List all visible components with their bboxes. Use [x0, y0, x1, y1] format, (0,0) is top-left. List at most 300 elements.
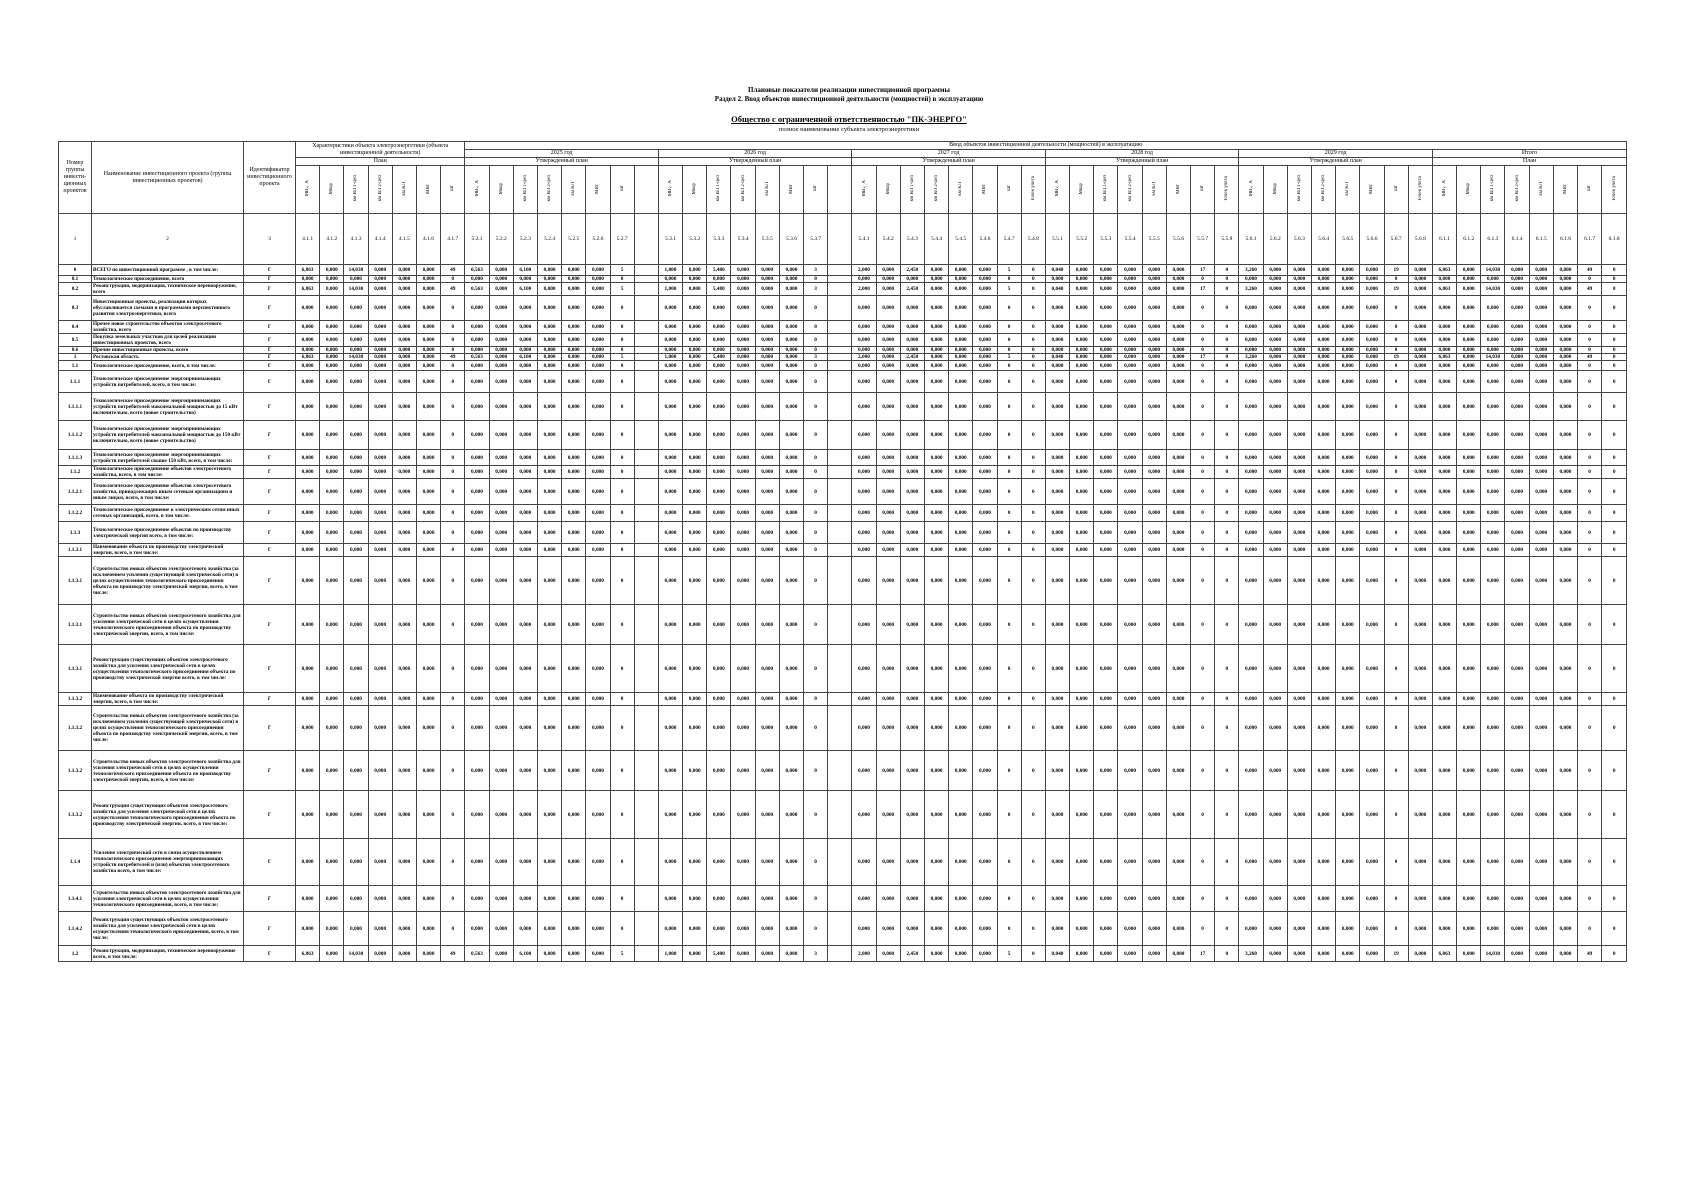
row-value: 0,000	[537, 544, 561, 557]
row-value: 0	[1021, 505, 1045, 522]
row-value: 0,000	[1070, 265, 1094, 276]
row-project-name: Строительство новых объектов электросетевого хозяйства (за исключением усиления существующей электрической сети) в целях осуществления технологического присоединения объекта по производству электрической энергии, всего, в том числе:	[92, 706, 244, 751]
column-number: 5.4.6	[973, 214, 997, 265]
row-value: 6,863	[1432, 354, 1456, 361]
row-value	[828, 946, 852, 962]
row-value: 0,000	[1457, 276, 1481, 283]
row-value: 0,000	[900, 886, 924, 912]
unit-year2-0	[852, 166, 876, 214]
row-value: 0,000	[1432, 693, 1456, 706]
row-value: 0,000	[876, 886, 900, 912]
row-value: 0,000	[949, 371, 973, 393]
row-value: 0	[1578, 371, 1602, 393]
row-project-name: Технологическое присоединение, всего, в том числе:	[92, 361, 244, 371]
row-value: 0,000	[537, 466, 561, 479]
row-value: 0,000	[900, 605, 924, 645]
row-value: 0,000	[416, 276, 440, 283]
table-row	[59, 693, 1627, 706]
row-value: 0,000	[1553, 296, 1577, 321]
row-value: 0,000	[1045, 421, 1069, 450]
header-characteristics: Характеристики объекта электроэнергетики (объекта инвестиционной деятельности)	[296, 142, 465, 158]
row-value: 0,000	[1457, 450, 1481, 466]
row-value: 0,000	[1142, 361, 1166, 371]
row-value: 0	[804, 505, 828, 522]
row-value: 0,000	[1118, 347, 1142, 354]
row-value: 0,000	[1408, 522, 1432, 544]
row-value: 0,000	[1336, 265, 1360, 276]
row-value: 0,000	[537, 645, 561, 693]
row-value: 0,000	[1118, 479, 1142, 505]
row-value: 0	[1215, 946, 1239, 962]
row-value: 0,000	[1408, 544, 1432, 557]
row-value: 0,000	[1142, 946, 1166, 962]
row-value: 0	[441, 334, 465, 347]
row-value: 0,000	[368, 361, 392, 371]
row-value: 0,000	[755, 466, 779, 479]
row-value: 0,000	[465, 361, 489, 371]
row-value: 2,000	[852, 946, 876, 962]
row-value: 6,100	[513, 354, 537, 361]
row-value: 0,000	[1360, 265, 1384, 276]
unit-year0-4-label: км КЛ	[571, 181, 577, 196]
row-value: 0	[1602, 706, 1627, 751]
row-value: 0,000	[586, 393, 610, 421]
row-value: 0,000	[852, 466, 876, 479]
row-value: 0,000	[1311, 334, 1335, 347]
row-value: 0,000	[416, 557, 440, 605]
row-value: 0,000	[779, 347, 803, 354]
row-value: 0,000	[562, 886, 586, 912]
row-value: 0	[1602, 371, 1627, 393]
row-value: 0,000	[1045, 505, 1069, 522]
table-row	[59, 361, 1627, 371]
row-value: 0,000	[1166, 557, 1190, 605]
row-value	[828, 505, 852, 522]
row-value: 0,000	[1553, 605, 1577, 645]
row-value: 0,000	[683, 296, 707, 321]
header-subplan-3: Утвержденный план	[1045, 158, 1239, 166]
row-value: 0,000	[368, 354, 392, 361]
row-value: 0	[441, 393, 465, 421]
row-value: 0,000	[755, 839, 779, 886]
row-value: 0,000	[1287, 347, 1311, 354]
row-value: 0,000	[416, 693, 440, 706]
row-value: 0,000	[779, 946, 803, 962]
row-value	[828, 886, 852, 912]
row-value: 0,000	[876, 296, 900, 321]
row-value: 0	[1578, 693, 1602, 706]
row-value: 0	[441, 450, 465, 466]
row-value: 0	[1021, 912, 1045, 946]
unit-year2-2	[900, 166, 924, 214]
row-value: 0,000	[368, 371, 392, 393]
row-value: 0,000	[1045, 544, 1069, 557]
column-number: 2	[92, 214, 244, 265]
row-value: 0	[1602, 421, 1627, 450]
row-value: 0,000	[320, 296, 344, 321]
row-value: 0,000	[344, 334, 368, 347]
table-row	[59, 751, 1627, 791]
row-value: 0,000	[731, 393, 755, 421]
row-value: 0,000	[1311, 605, 1335, 645]
row-project-id: Г	[244, 450, 296, 466]
row-value: 0,000	[489, 693, 513, 706]
row-value: 0,000	[731, 946, 755, 962]
row-value: 0,000	[586, 645, 610, 693]
row-value: 0,000	[852, 544, 876, 557]
unit-year0-3-label: км ВЛ 2-цеп	[547, 175, 553, 202]
row-value: 0,000	[924, 645, 948, 693]
row-value: 0,000	[1239, 839, 1263, 886]
row-value: 0,000	[1311, 265, 1335, 276]
row-value: 0,000	[368, 283, 392, 296]
row-value: 0,000	[1505, 505, 1529, 522]
row-value: 0,000	[537, 321, 561, 334]
row-value: 0,000	[513, 839, 537, 886]
row-value: 0,000	[1360, 347, 1384, 354]
row-value: 0,000	[1263, 371, 1287, 393]
row-value: 0,000	[1360, 751, 1384, 791]
header-year-1: 2026 год	[658, 150, 852, 158]
row-value: 0,000	[1094, 706, 1118, 751]
row-value: 0,000	[368, 886, 392, 912]
row-value: 0	[441, 557, 465, 605]
row-value: 3	[804, 354, 828, 361]
column-number: 5.6.8	[1408, 214, 1432, 265]
row-value: 0	[1384, 645, 1408, 693]
row-value: 0,000	[392, 276, 416, 283]
row-value: 0,000	[1142, 450, 1166, 466]
table-row	[59, 283, 1627, 296]
unit-year2-6-label: шт	[1006, 185, 1012, 192]
row-project-name: Технологическое присоединение объектов электросетевого хозяйства, принадлежащих иным сетевым организациям и иным лицам, всего, в том числе:	[92, 479, 244, 505]
row-value: 0,000	[1432, 466, 1456, 479]
row-project-name: Технологическое присоединение, всего	[92, 276, 244, 283]
row-group-number: 1.1	[59, 361, 92, 371]
row-value: 0,000	[586, 296, 610, 321]
row-value: 0,000	[296, 751, 320, 791]
row-value: 0,000	[1457, 522, 1481, 544]
row-value: 0,000	[658, 693, 682, 706]
row-value: 0,000	[1457, 265, 1481, 276]
row-value: 0	[804, 371, 828, 393]
row-value: 0,000	[320, 839, 344, 886]
row-value: 0,000	[876, 450, 900, 466]
row-group-number: 1.1.3.1	[59, 605, 92, 645]
row-value: 0,000	[562, 450, 586, 466]
row-value: 0,000	[320, 466, 344, 479]
row-value: 0	[1384, 371, 1408, 393]
row-value: 0,000	[949, 605, 973, 645]
row-value: 0,000	[1529, 557, 1553, 605]
row-value: 0	[1215, 361, 1239, 371]
row-value: 0,000	[658, 839, 682, 886]
row-value: 0	[1578, 347, 1602, 354]
row-value: 0,000	[1094, 393, 1118, 421]
row-project-id: Г	[244, 276, 296, 283]
row-value: 0,000	[1311, 393, 1335, 421]
row-value: 0	[1021, 296, 1045, 321]
row-value: 0	[1602, 321, 1627, 334]
row-value: 0,000	[658, 276, 682, 283]
row-value: 0,000	[1457, 791, 1481, 839]
row-value: 0,000	[779, 276, 803, 283]
unit-year5-0-label: МВ×А	[1442, 180, 1447, 197]
row-value: 0,000	[707, 466, 731, 479]
row-value: 0,000	[489, 522, 513, 544]
row-value: 0,000	[416, 450, 440, 466]
row-value: 0,000	[1263, 334, 1287, 347]
row-value: 0,000	[852, 393, 876, 421]
row-value: 0	[441, 839, 465, 886]
row-value: 0,000	[1166, 354, 1190, 361]
row-value: 0	[804, 791, 828, 839]
row-value	[828, 265, 852, 276]
row-value: 0	[804, 361, 828, 371]
row-value: 0,000	[900, 645, 924, 693]
row-value: 0,000	[1336, 522, 1360, 544]
row-value: 0,000	[465, 791, 489, 839]
row-value: 0,000	[1529, 265, 1553, 276]
row-value: 0,000	[1070, 276, 1094, 283]
row-value: 0	[1578, 450, 1602, 466]
row-value: 0,000	[707, 334, 731, 347]
row-value: 0,000	[731, 479, 755, 505]
row-value: 0,000	[731, 347, 755, 354]
row-value: 0,000	[1263, 361, 1287, 371]
row-value: 0	[610, 334, 634, 347]
row-value: 0	[610, 450, 634, 466]
row-project-name: Технологическое присоединение объектов электросетевого хозяйства, всего, в том числе:	[92, 466, 244, 479]
row-value: 0,000	[779, 839, 803, 886]
row-value: 0,000	[1094, 912, 1118, 946]
row-value: 0,000	[658, 296, 682, 321]
row-value: 2,450	[900, 265, 924, 276]
row-value: 0,000	[1239, 912, 1263, 946]
row-value: 0,000	[416, 522, 440, 544]
row-value: 0,000	[852, 321, 876, 334]
row-value: 0,000	[296, 505, 320, 522]
row-value: 0,000	[900, 693, 924, 706]
row-value: 0,000	[537, 605, 561, 645]
row-value: 0,000	[779, 544, 803, 557]
row-value: 0,000	[1432, 321, 1456, 334]
unit-char-1-label: Мвар	[329, 182, 335, 195]
row-value: 0,000	[344, 912, 368, 946]
row-value: 0	[997, 557, 1021, 605]
row-value: 0	[1021, 479, 1045, 505]
row-value: 0,000	[779, 361, 803, 371]
row-value: 0	[804, 466, 828, 479]
header-subplan-1: Утвержденный план	[658, 158, 852, 166]
row-value: 0	[441, 347, 465, 354]
row-value: 0,000	[1505, 321, 1529, 334]
row-value: 0,000	[392, 354, 416, 361]
row-value: 0,000	[344, 296, 368, 321]
row-value: 0,000	[779, 886, 803, 912]
row-value: 0,000	[1505, 693, 1529, 706]
row-value: 0,000	[1553, 479, 1577, 505]
row-value: 0	[1384, 912, 1408, 946]
row-value: 0,000	[973, 265, 997, 276]
column-number: 5.5.5	[1142, 214, 1166, 265]
unit-year1-2	[707, 166, 731, 214]
row-value: 0,000	[1070, 466, 1094, 479]
row-value: 0,000	[1142, 479, 1166, 505]
row-value: 0,000	[1360, 557, 1384, 605]
row-value: 5,480	[707, 946, 731, 962]
row-value: 0,000	[1408, 321, 1432, 334]
row-value: 0,000	[1118, 946, 1142, 962]
row-value: 0,000	[537, 265, 561, 276]
unit-char-2-label: км ВЛ 1-цеп	[353, 175, 359, 202]
row-project-name: Прочие инвестиционные проекты, всего	[92, 347, 244, 354]
row-value: 5,480	[707, 354, 731, 361]
unit-char-4-label: км КЛ	[401, 181, 407, 196]
row-value: 0	[610, 645, 634, 693]
header-year-0: 2025 год	[465, 150, 659, 158]
row-value: 0,000	[1142, 283, 1166, 296]
row-value: 0,000	[296, 393, 320, 421]
row-value: 0,000	[755, 283, 779, 296]
unit-year1-5-label: МВт	[788, 183, 794, 194]
row-value: 0,000	[1505, 265, 1529, 276]
row-value: 0,000	[296, 605, 320, 645]
row-value: 0,000	[852, 693, 876, 706]
row-group-number: 1.1.4.1	[59, 886, 92, 912]
row-value: 0,000	[707, 522, 731, 544]
row-value	[828, 791, 852, 839]
row-value: 0,000	[586, 751, 610, 791]
row-value: 0	[1021, 334, 1045, 347]
row-value	[634, 557, 658, 605]
row-project-name: Строительство новых объектов электросетевого хозяйства (за исключением усиления существующей электрической сети) в целях осуществления технологического присоединения объекта по производству электрической энергии, всего, в том числе:	[92, 557, 244, 605]
row-value: 0,000	[1505, 421, 1529, 450]
row-value: 49	[441, 283, 465, 296]
row-value: 0,000	[1094, 479, 1118, 505]
row-value: 0,000	[1432, 371, 1456, 393]
row-value: 0,000	[1553, 645, 1577, 693]
row-value: 0,000	[755, 265, 779, 276]
row-value: 0	[1191, 479, 1215, 505]
row-value: 0,000	[368, 645, 392, 693]
row-value: 0	[1021, 421, 1045, 450]
row-value: 0,000	[658, 421, 682, 450]
row-value: 0,000	[296, 886, 320, 912]
unit-year5-1	[1457, 166, 1481, 214]
row-value: 0,000	[949, 479, 973, 505]
row-value	[634, 706, 658, 751]
row-value: 0,000	[755, 371, 779, 393]
row-value: 0,000	[1553, 334, 1577, 347]
row-value: 0	[441, 276, 465, 283]
row-value: 0,000	[949, 321, 973, 334]
row-group-number: 0	[59, 265, 92, 276]
row-value: 0,000	[368, 347, 392, 354]
row-value: 0	[1215, 479, 1239, 505]
row-value: 0,000	[392, 450, 416, 466]
row-value: 0,000	[586, 886, 610, 912]
table-row	[59, 645, 1627, 693]
unit-year0-1-label: Мвар	[498, 182, 504, 195]
unit-year5-3-label: км ВЛ 2-цеп	[1514, 175, 1520, 202]
row-value: 0	[1578, 557, 1602, 605]
row-value: 0	[1215, 354, 1239, 361]
row-value: 0,000	[1142, 544, 1166, 557]
row-value: 0,000	[707, 296, 731, 321]
row-value: 0,000	[973, 450, 997, 466]
row-group-number: 1.1.3.1	[59, 544, 92, 557]
row-value: 0,000	[852, 276, 876, 283]
row-value: 0,000	[1263, 505, 1287, 522]
row-value: 0,000	[1336, 347, 1360, 354]
row-value: 0	[441, 296, 465, 321]
row-value: 0,000	[1070, 334, 1094, 347]
row-value: 0,000	[1239, 347, 1263, 354]
row-value: 0,000	[731, 544, 755, 557]
row-value: 0,000	[924, 466, 948, 479]
row-value: 0,000	[489, 421, 513, 450]
row-value: 0	[804, 557, 828, 605]
row-value: 0,000	[320, 791, 344, 839]
row-value: 0	[804, 886, 828, 912]
row-project-id: Г	[244, 371, 296, 393]
row-value: 0,000	[1311, 505, 1335, 522]
row-value: 0,000	[1505, 557, 1529, 605]
row-value: 0,000	[755, 505, 779, 522]
row-value: 0,000	[1481, 791, 1505, 839]
column-number: 4.1.1	[296, 214, 320, 265]
row-value: 0	[441, 321, 465, 334]
row-value: 0,000	[1360, 505, 1384, 522]
row-value: 0,000	[1094, 557, 1118, 605]
row-value: 0	[1384, 886, 1408, 912]
row-value: 0	[1215, 706, 1239, 751]
row-value: 0,000	[416, 347, 440, 354]
row-value: 0	[1215, 886, 1239, 912]
row-value: 0,000	[1239, 706, 1263, 751]
row-value: 0,000	[707, 371, 731, 393]
row-value: 0,000	[924, 265, 948, 276]
row-value: 0	[997, 645, 1021, 693]
unit-year1-5	[779, 166, 803, 214]
row-value: 5	[997, 283, 1021, 296]
row-value: 0,000	[1094, 466, 1118, 479]
table-row	[59, 912, 1627, 946]
row-value: 0,000	[586, 450, 610, 466]
column-number: 4.1.3	[344, 214, 368, 265]
row-value: 0	[1384, 706, 1408, 751]
row-value: 0,000	[949, 522, 973, 544]
row-value: 0	[1215, 605, 1239, 645]
row-value	[634, 839, 658, 886]
row-project-name: Реконструкция, модернизация, техническое перевооружение всего, в том числе:	[92, 946, 244, 962]
row-value: 0,000	[1408, 466, 1432, 479]
row-value: 0,000	[1142, 321, 1166, 334]
row-value: 0,000	[344, 544, 368, 557]
row-value: 0	[610, 296, 634, 321]
row-value: 5	[997, 946, 1021, 962]
column-number: 5.6.6	[1360, 214, 1384, 265]
row-value: 0,000	[489, 347, 513, 354]
row-value: 0,000	[1045, 334, 1069, 347]
row-value: 0,000	[1553, 361, 1577, 371]
row-value: 0	[1021, 265, 1045, 276]
row-value	[828, 693, 852, 706]
row-value: 0,000	[513, 479, 537, 505]
row-value: 0,000	[876, 321, 900, 334]
header-year-3: 2028 год	[1045, 150, 1239, 158]
